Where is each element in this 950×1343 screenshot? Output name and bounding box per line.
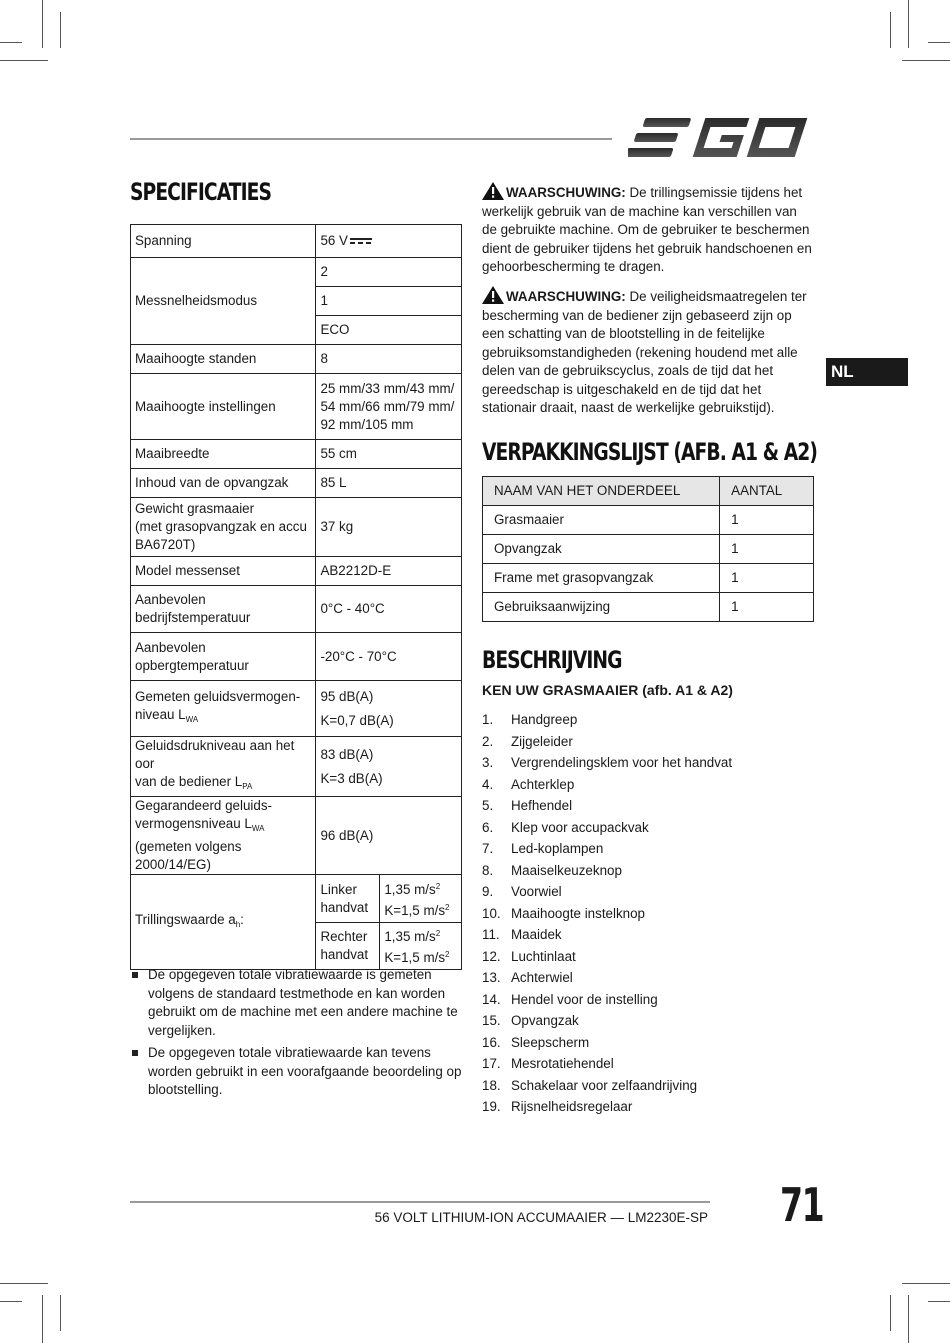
- table-row: [131, 440, 462, 469]
- spec-value: 1: [316, 287, 462, 316]
- specifications-heading: SPECIFICATIES: [130, 178, 272, 206]
- spec-value: 0°C - 40°C: [316, 586, 462, 633]
- table-row: [131, 258, 462, 287]
- list-item: 9. Voorwiel: [482, 884, 562, 899]
- crop-mark: [902, 1283, 950, 1284]
- footer-title: 56 VOLT LITHIUM-ION ACCUMAAIER — LM2230E-SP: [374, 1210, 708, 1225]
- spec-value: 2: [316, 258, 462, 287]
- crop-mark: [908, 1295, 909, 1343]
- spec-value: AB2212D-E: [316, 557, 462, 586]
- table-row: [131, 469, 462, 498]
- spec-label: Geluidsdrukniveau aan het oor van de bediener $L_{PA}$: [131, 737, 316, 797]
- description-heading: BESCHRIJVING: [482, 646, 622, 674]
- spec-label: Gemeten geluidsvermogen- niveau $L_{WA}$: [131, 681, 316, 737]
- vibration-value: 1,35 $m/s^2$ K=1,5 $m/s^2$: [380, 875, 462, 923]
- crop-mark: [0, 1283, 48, 1284]
- column-header-part: NAAM VAN HET ONDERDEEL: [483, 477, 720, 506]
- crop-mark: [928, 42, 950, 43]
- list-item: 4. Achterklep: [482, 776, 575, 792]
- crop-mark: [42, 0, 43, 48]
- list-item: De opgegeven totale vibratiewaarde kan tevens worden gebruikt in een voorafgaande beoordeling op blootstelling.: [130, 1044, 462, 1100]
- crop-mark: [0, 60, 48, 61]
- spec-value: 8: [316, 345, 462, 374]
- spec-label: Aanbevolen bedrijfstemperatuur: [131, 586, 316, 633]
- table-row: [131, 681, 462, 737]
- packing-list-heading: VERPAKKINGSLIJST (AFB. A1 & A2): [482, 438, 817, 466]
- header-rule: [130, 138, 612, 140]
- table-row: Opvangzak 1: [483, 535, 814, 564]
- crop-mark: [0, 1301, 22, 1302]
- spec-label: Gewicht grasmaaier (met grasopvangzak en accu BA6720T): [131, 498, 316, 557]
- crop-mark: [60, 1295, 61, 1331]
- list-item: 1. Handgreep: [482, 712, 578, 727]
- list-item: 13. Achterwiel: [482, 970, 573, 985]
- spec-value: -20°C - 70°C: [316, 633, 462, 681]
- list-item: 10. Maaihoogte instelknop: [482, 905, 645, 921]
- table-row: [131, 225, 462, 258]
- table-row: [131, 633, 462, 681]
- spec-value: 55 cm: [316, 440, 462, 469]
- table-row: [131, 875, 462, 923]
- table-row: [131, 737, 462, 797]
- specifications-section: [130, 176, 462, 1097]
- crop-mark: [42, 1295, 43, 1343]
- handle-label: Rechter handvat: [316, 923, 380, 970]
- table-row: [131, 557, 462, 586]
- spec-value: 83 dB(A) K=3 dB(A): [316, 737, 462, 797]
- footer-rule: [130, 1201, 710, 1203]
- dc-symbol-icon: [350, 237, 372, 245]
- table-row: Grasmaaier 1: [483, 506, 814, 535]
- list-item: De opgegeven totale vibratiewaarde is gemeten volgens de standaard testmethode en kan worden gebruikt om de machine met een andere machine te vergelijken.: [130, 966, 462, 1040]
- language-tab: NL: [826, 358, 908, 386]
- handle-label: Linker handvat: [316, 875, 380, 923]
- spec-value: 85 L: [316, 469, 462, 498]
- vibration-value: 1,35 $m/s^2$ K=1,5 $m/s^2$: [380, 923, 462, 970]
- list-item: 2. Zijgeleider: [482, 733, 573, 749]
- warning-triangle-icon: [482, 286, 504, 304]
- crop-mark: [890, 12, 891, 48]
- table-row: Frame met grasopvangzak 1: [483, 564, 814, 593]
- column-header-qty: AANTAL: [720, 477, 814, 506]
- parts-list: [482, 709, 814, 1118]
- table-row: [131, 345, 462, 374]
- list-item: 8. Maaiselkeuzeknop: [482, 862, 622, 878]
- packing-list-table: [482, 476, 814, 622]
- list-item: 6. Klep voor accupackvak: [482, 819, 649, 835]
- crop-mark: [0, 42, 22, 43]
- crop-mark: [928, 1301, 950, 1302]
- table-row: [131, 797, 462, 875]
- list-item: 5. Hefhendel: [482, 798, 573, 813]
- page-number: 71: [780, 1178, 824, 1232]
- list-item: 17. Mesrotatiehendel: [482, 1056, 614, 1071]
- spec-label: Maaihoogte standen: [131, 345, 316, 374]
- description-subheading: KEN UW GRASMAAIER (afb. A1 & A2): [482, 682, 733, 698]
- crop-mark: [902, 60, 950, 61]
- warning-safety: WAARSCHUWING: De veiligheidsmaatregelen ter bescherming van de bediener zijn gebaseerd zijn op een schatting van de blootstelling in de feitelijke gebruiksomstandigheden (rekening houdend met alle delen van de gebruikscyclus, zoals de tijd dat het gereedschap is uitgeschakeld en de tijd dat het stationair draait, naast de werkelijke gebruikstijd).: [482, 286, 814, 418]
- list-item: 12. Luchtinlaat: [482, 948, 576, 964]
- spec-value: 96 dB(A): [316, 797, 462, 875]
- spec-value: 37 kg: [316, 498, 462, 557]
- spec-label: Maaihoogte instellingen: [131, 374, 316, 440]
- list-item: 3. Vergrendelingsklem voor het handvat: [482, 755, 733, 770]
- crop-mark: [890, 1295, 891, 1331]
- spec-label: Spanning: [131, 225, 316, 258]
- warning-vibration: WAARSCHUWING: De trillingsemissie tijdens het werkelijk gebruik van de machine kan verschillen van de gebruikte machine. Om de gebruiker te beschermen dient de gebruiker tijdens het gebruik handschoenen en gehoorbescherming te dragen.: [482, 182, 814, 277]
- table-row: [131, 374, 462, 440]
- list-item: 15. Opvangzak: [482, 1013, 579, 1028]
- crop-mark: [60, 12, 61, 48]
- spec-label: Model messenset: [131, 557, 316, 586]
- spec-value: 25 mm/33 mm/43 mm/ 54 mm/66 mm/79 mm/ 92 mm/105 mm: [316, 374, 462, 440]
- spec-value: 95 dB(A) K=0,7 dB(A): [316, 681, 462, 737]
- list-item: 7. Led-koplampen: [482, 841, 604, 856]
- spec-value: ECO: [316, 316, 462, 345]
- spec-label: Aanbevolen opbergtemperatuur: [131, 633, 316, 681]
- specifications-table: [130, 224, 462, 970]
- table-row: [131, 498, 462, 557]
- warning-triangle-icon: [482, 182, 504, 200]
- table-row: Gebruiksaanwijzing 1: [483, 593, 814, 622]
- list-item: 14. Hendel voor de instelling: [482, 991, 658, 1007]
- crop-mark: [908, 0, 909, 48]
- table-row: [131, 586, 462, 633]
- vibration-notes: [130, 966, 462, 1104]
- list-item: 16. Sleepscherm: [482, 1034, 590, 1050]
- spec-label: Maaibreedte: [131, 440, 316, 469]
- list-item: 19. Rijsnelheidsregelaar: [482, 1099, 633, 1114]
- ego-logo: [628, 116, 814, 160]
- list-item: 11. Maaidek: [482, 927, 562, 942]
- table-header-row: [483, 477, 814, 506]
- spec-value: 56 V: [316, 225, 462, 258]
- spec-label: Inhoud van de opvangzak: [131, 469, 316, 498]
- spec-label: Trillingswaarde $a_h$:: [131, 875, 316, 970]
- list-item: 18. Schakelaar voor zelfaandrijving: [482, 1077, 698, 1093]
- spec-label: Gegarandeerd geluids- vermogensniveau $L_{WA}$ (gemeten volgens 2000/14/EG): [131, 797, 316, 875]
- spec-label: Messnelheidsmodus: [131, 258, 316, 345]
